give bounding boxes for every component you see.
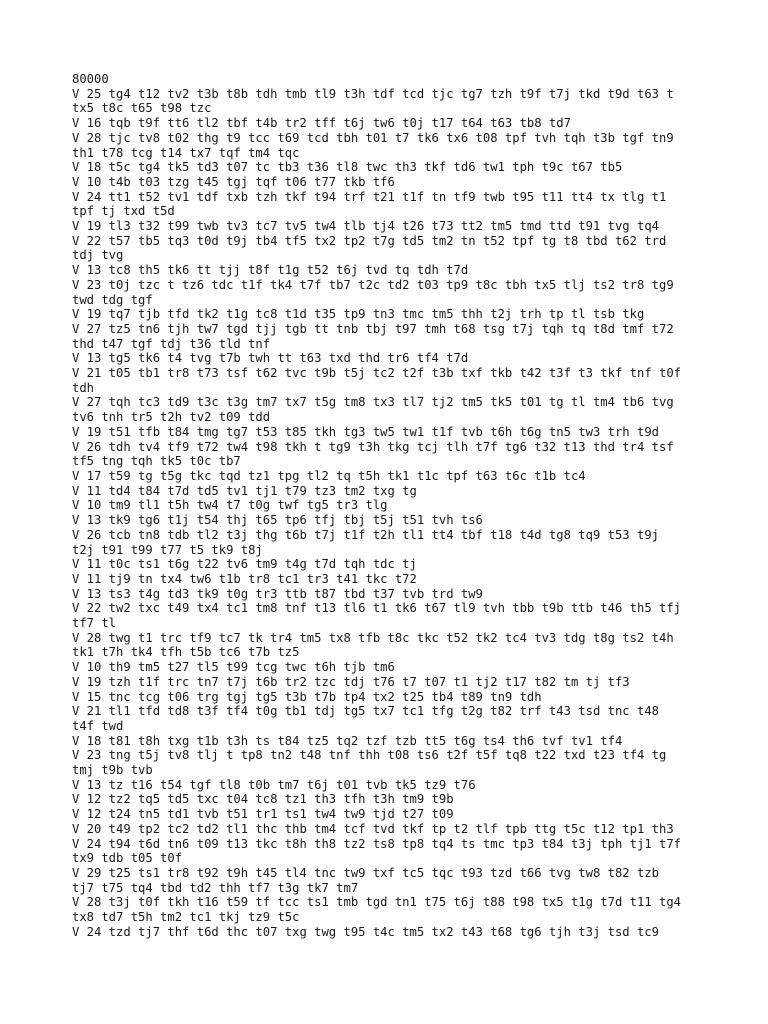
text-line: V 19 tq7 tjb tfd tk2 t1g tc8 t1d t35 tp9 tn3 tmc tm5 thh t2j trh tp tl tsb tkg bbox=[72, 307, 645, 322]
text-line: V 17 t59 tg t5g tkc tqd tz1 tpg tl2 tq t5h tk1 t1c tpf t63 t6c t1b tc4 bbox=[72, 468, 586, 483]
document-text-block bbox=[72, 72, 696, 939]
text-line: V 23 tng t5j tv8 tlj t tp8 tn2 t48 tnf thh t08 ts6 t2f t5f tq8 t22 txd t23 tf4 tg bbox=[72, 748, 667, 763]
text-line: V 18 t81 t8h txg t1b t3h ts t84 tz5 tq2 tzf tzb tt5 t6g ts4 th6 tvf tv1 tf4 bbox=[72, 733, 623, 748]
text-line: tx8 td7 t5h tm2 tc1 tkj tz9 t5c bbox=[72, 910, 300, 925]
text-line: tv6 tnh tr5 t2h tv2 t09 tdd bbox=[72, 410, 271, 425]
text-line: tx5 t8c t65 t98 tzc bbox=[72, 101, 212, 116]
text-line: th1 t78 tcg t14 tx7 tqf tm4 tqc bbox=[72, 145, 300, 160]
text-line: V 28 tjc tv8 t02 thg t9 tcc t69 tcd tbh t01 t7 tk6 tx6 t08 tpf tvh tqh t3b tgf tn9 bbox=[72, 130, 674, 145]
text-line: V 24 t94 t6d tn6 t09 t13 tkc t8h th8 tz2 ts8 tp8 tq4 ts tmc tp3 t84 t3j tph tj1 t7f bbox=[72, 836, 682, 851]
text-line: V 28 twg t1 trc tf9 tc7 tk tr4 tm5 tx8 tfb t8c tkc t52 tk2 tc4 tv3 tdg t8g ts2 t4h bbox=[72, 630, 674, 645]
text-line: V 27 tqh tc3 td9 t3c t3g tm7 tx7 t5g tm8 tx3 tl7 tj2 tm5 tk5 t01 tg tl tm4 tb6 tvg bbox=[72, 395, 674, 410]
text-line: t4f twd bbox=[72, 718, 124, 733]
text-line: twd tdg tgf bbox=[72, 292, 153, 307]
text-line: V 18 t5c tg4 tk5 td3 t07 tc tb3 t36 tl8 twc th3 tkf td6 tw1 tph t9c t67 tb5 bbox=[72, 160, 623, 175]
text-line: V 27 tz5 tn6 tjh tw7 tgd tjj tgb tt tnb tbj t97 tmh t68 tsg t7j tqh tq t8d tmf t72 bbox=[72, 321, 674, 336]
text-line: V 10 t4b t03 tzg t45 tgj tqf t06 t77 tkb tf6 bbox=[72, 174, 395, 189]
text-line: tpf tj txd t5d bbox=[72, 204, 175, 219]
text-line: V 25 tg4 t12 tv2 t3b t8b tdh tmb tl9 t3h tdf tcd tjc tg7 tzh t9f t7j tkd t9d t63 t bbox=[72, 86, 674, 101]
text-line: V 15 tnc tcg t06 trg tgj tg5 t3b t7b tp4 tx2 t25 tb4 t89 tn9 tdh bbox=[72, 689, 542, 704]
text-line: V 10 th9 tm5 t27 tl5 t99 tcg twc t6h tjb tm6 bbox=[72, 660, 395, 675]
text-line: V 26 tdh tv4 tf9 t72 tw4 t98 tkh t tg9 t3h tkg tcj tlh t7f tg6 t32 t13 thd tr4 tsf bbox=[72, 439, 674, 454]
text-line: tk1 t7h tk4 tfh t5b tc6 t7b tz5 bbox=[72, 645, 300, 660]
text-line: V 11 td4 t84 t7d td5 tv1 tj1 t79 tz3 tm2 txg tg bbox=[72, 483, 417, 498]
text-line: V 19 t51 tfb t84 tmg tg7 t53 t85 tkh tg3 tw5 tw1 t1f tvb t6h t6g tn5 tw3 trh t9d bbox=[72, 424, 659, 439]
text-line: V 11 tj9 tn tx4 tw6 t1b tr8 tc1 tr3 t41 tkc t72 bbox=[72, 571, 417, 586]
text-line: V 13 tc8 th5 tk6 tt tjj t8f t1g t52 t6j tvd tq tdh t7d bbox=[72, 263, 469, 278]
text-line: V 11 t0c ts1 t6g t22 tv6 tm9 t4g t7d tqh tdc tj bbox=[72, 557, 417, 572]
text-line: tj7 t75 tq4 tbd td2 thh tf7 t3g tk7 tm7 bbox=[72, 880, 359, 895]
text-line: tf5 tng tqh tk5 t0c tb7 bbox=[72, 454, 241, 469]
text-line: V 22 t57 tb5 tq3 t0d t9j tb4 tf5 tx2 tp2 t7g td5 tm2 tn t52 tpf tg t8 tbd t62 trd bbox=[72, 233, 667, 248]
text-line: V 28 t3j t0f tkh t16 t59 tf tcc ts1 tmb tgd tn1 t75 t6j t88 t98 tx5 t1g t7d t11 tg4 bbox=[72, 895, 682, 910]
text-line: 80000 bbox=[72, 72, 109, 86]
text-line: t2j t91 t99 t77 t5 tk9 t8j bbox=[72, 542, 263, 557]
text-line: V 13 tg5 tk6 t4 tvg t7b twh tt t63 txd thd tr6 tf4 t7d bbox=[72, 351, 469, 366]
text-line: tx9 tdb t05 t0f bbox=[72, 851, 183, 866]
text-line: tdh bbox=[72, 380, 95, 395]
text-line: V 22 tw2 txc t49 tx4 tc1 tm8 tnf t13 tl6 t1 tk6 t67 tl9 tvh tbb t9b ttb t46 th5 tfj bbox=[72, 601, 682, 616]
text-line: V 29 t25 ts1 tr8 t92 t9h t45 tl4 tnc tw9 txf tc5 tqc t93 tzd t66 tvg tw8 t82 tzb bbox=[72, 865, 659, 880]
text-line: tmj t9b tvb bbox=[72, 763, 153, 778]
text-line: V 13 tz t16 t54 tgf tl8 t0b tm7 t6j t01 tvb tk5 tz9 t76 bbox=[72, 777, 476, 792]
text-line: tf7 tl bbox=[72, 616, 117, 631]
text-line: thd t47 tgf tdj t36 tld tnf bbox=[72, 336, 271, 351]
text-line: V 19 tzh t1f trc tn7 t7j t6b tr2 tzc tdj t76 t7 t07 t1 tj2 t17 t82 tm tj tf3 bbox=[72, 674, 630, 689]
text-line: V 12 t24 tn5 td1 tvb t51 tr1 ts1 tw4 tw9 tjd t27 t09 bbox=[72, 807, 454, 822]
text-line: V 12 tz2 tq5 td5 txc t04 tc8 tz1 th3 tfh t3h tm9 t9b bbox=[72, 792, 454, 807]
document-page bbox=[72, 72, 696, 939]
text-line: V 16 tqb t9f tt6 tl2 tbf t4b tr2 tff t6j tw6 t0j t17 t64 t63 tb8 td7 bbox=[72, 116, 571, 131]
text-line: V 13 ts3 t4g td3 tk9 t0g tr3 ttb t87 tbd t37 tvb trd tw9 bbox=[72, 586, 483, 601]
text-line: V 23 t0j tzc t tz6 tdc t1f tk4 t7f tb7 t2c td2 t03 tp9 t8c tbh tx5 tlj ts2 tr8 tg9 bbox=[72, 277, 674, 292]
text-line: V 20 t49 tp2 tc2 td2 tl1 thc thb tm4 tcf tvd tkf tp t2 tlf tpb ttg t5c t12 tp1 th3 bbox=[72, 821, 674, 836]
text-line: V 26 tcb tn8 tdb tl2 t3j thg t6b t7j t1f t2h tl1 tt4 tbf t18 t4d tg8 tq9 t53 t9j bbox=[72, 527, 659, 542]
text-line: V 24 tzd tj7 thf t6d thc t07 txg twg t95 t4c tm5 tx2 t43 t68 tg6 tjh t3j tsd tc9 bbox=[72, 924, 659, 939]
text-line: V 19 tl3 t32 t99 twb tv3 tc7 tv5 tw4 tlb tj4 t26 t73 tt2 tm5 tmd ttd t91 tvg tq4 bbox=[72, 219, 659, 234]
text-line: V 24 tt1 t52 tv1 tdf txb tzh tkf t94 trf t21 t1f tn tf9 twb t95 t11 tt4 tx tlg t1 bbox=[72, 189, 667, 204]
text-line: V 21 t05 tb1 tr8 t73 tsf t62 tvc t9b t5j tc2 t2f t3b txf tkb t42 t3f t3 tkf tnf t0f bbox=[72, 366, 682, 381]
text-line: V 21 tl1 tfd td8 t3f tf4 t0g tb1 tdj tg5 tx7 tc1 tfg t2g t82 trf t43 tsd tnc t48 bbox=[72, 704, 659, 719]
text-line: tdj tvg bbox=[72, 248, 124, 263]
text-line: V 13 tk9 tg6 t1j t54 thj t65 tp6 tfj tbj t5j t51 tvh ts6 bbox=[72, 513, 483, 528]
text-line: V 10 tm9 tl1 t5h tw4 t7 t0g twf tg5 tr3 tlg bbox=[72, 498, 388, 513]
